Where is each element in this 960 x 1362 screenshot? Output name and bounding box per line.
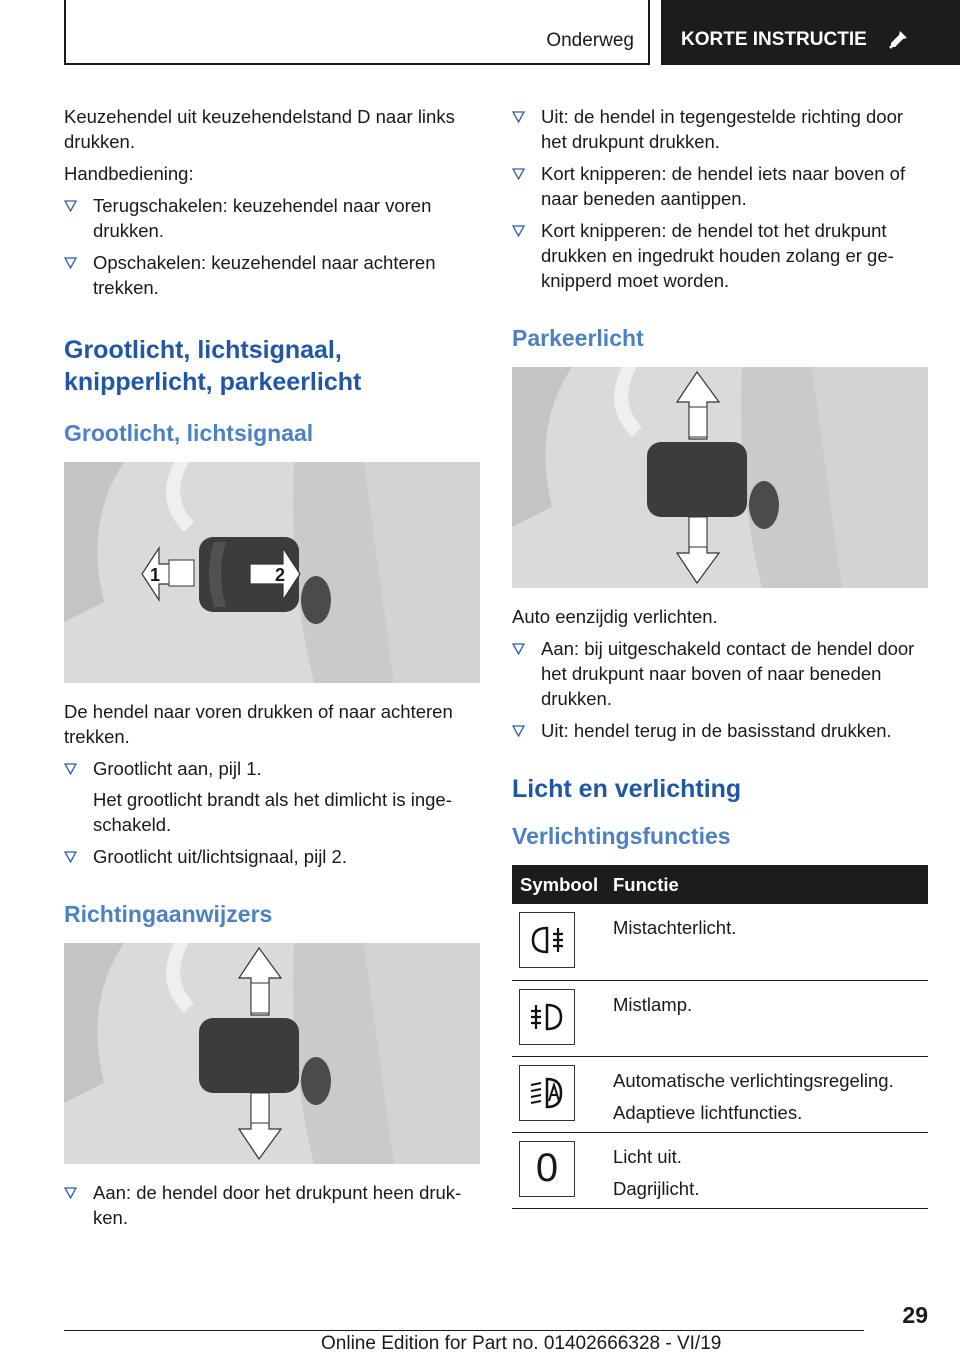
parking-light-heading: Parkeerlicht [512,325,644,351]
bullet-triangle-icon [512,225,525,237]
turn-signal-heading: Richtingaanwijzers [64,901,273,927]
function-text: Dagrijlicht. [613,1177,700,1199]
right-column [512,104,928,1209]
bullet-triangle-icon [512,643,525,655]
bullet-triangle-icon [64,1187,77,1199]
list-item-text: Uit: hendel terug in de basisstand drukken. [541,720,892,741]
main-heading: Grootlicht, lichtsignaal, knipperlicht, parkeerlicht [64,336,362,396]
chapter-tab[interactable] [661,0,960,65]
section-title: Onderweg [546,30,634,51]
list-item-text: Grootlicht uit/lichtsignaal, pijl 2. [93,846,347,867]
auto-lighting-icon [525,1073,569,1113]
list-item-text: Kort knipperen: de hendel tot het drukpunt drukken en ingedrukt houden zolang er ge-knipperd moet worden. [541,220,894,291]
table-row [512,980,928,1056]
list-item-subtext: Het grootlicht brandt als het dimlicht is inge-schakeld. [93,789,452,835]
bullet-triangle-icon [64,763,77,775]
function-text: Automatische verlichtingsregeling. [613,1069,894,1091]
intro-text: Keuzehendel uit keuzehendelstand D naar links drukken. [64,106,455,152]
lighting-heading: Licht en verlichting [512,775,742,803]
list-item [512,636,928,711]
function-text: Mistachterlicht. [613,917,737,938]
quick-reference-icon [887,29,909,51]
page-number: 29 [902,1302,928,1328]
left-column [64,104,480,1237]
table-row [512,904,928,980]
bullet-triangle-icon [512,111,525,123]
list-item-text: Terugschakelen: keuzehendel naar voren drukken. [93,195,432,241]
high-beam-illustration [64,462,480,683]
bullet-triangle-icon [64,257,77,269]
list-item-text: Grootlicht aan, pijl 1. [93,758,262,779]
bullet-triangle-icon [64,200,77,212]
column-header-function: Functie [613,865,928,904]
list-item [64,1180,480,1230]
list-item-text: Aan: de hendel door het drukpunt heen druk-ken. [93,1182,462,1228]
footer-edition: Online Edition for Part no. 01402666328 - VI/19 [321,1333,722,1354]
high-beam-text: De hendel naar voren drukken of naar achteren trekken. [64,701,453,747]
manual-label: Handbediening: [64,163,194,184]
bullet-triangle-icon [512,168,525,180]
column-header-symbol: Symbool [512,865,613,904]
arrow-label-2: 2 [275,565,286,585]
lighting-functions-table [512,865,928,1209]
parking-light-illustration [512,367,928,588]
list-item [64,193,480,243]
list-item [512,161,928,211]
list-item [512,104,928,154]
list-item-text: Opschakelen: keuzehendel naar achteren trekken. [93,252,436,298]
fog-lamp-icon [525,997,569,1037]
bullet-triangle-icon [64,851,77,863]
list-item [64,844,480,869]
list-item [64,756,480,837]
footer-divider [64,1330,864,1331]
chapter-title: KORTE INSTRUCTIE [681,28,867,50]
table-row [512,1132,928,1208]
parking-light-text: Auto eenzijdig verlichten. [512,606,718,627]
function-text: Mistlamp. [613,993,693,1015]
function-text: Licht uit. [613,1145,682,1167]
list-item-text: Uit: de hendel in tegengestelde richting door het drukpunt drukken. [541,106,904,152]
high-beam-heading: Grootlicht, lichtsignaal [64,420,314,446]
lighting-functions-heading: Verlichtingsfuncties [512,823,731,849]
table-header-row [512,865,928,904]
function-text: Adaptieve lichtfuncties. [613,1101,803,1123]
list-item [64,250,480,300]
rear-fog-light-icon [525,920,569,960]
list-item [512,218,928,293]
list-item-text: Aan: bij uitgeschakeld contact de hendel door het drukpunt naar boven of naar beneden drukken. [541,638,915,709]
header-frame [64,0,650,65]
table-row [512,1056,928,1132]
arrow-label-1: 1 [150,565,161,585]
light-off-icon: 0 [535,1146,559,1190]
bullet-triangle-icon [512,725,525,737]
list-item-text: Kort knipperen: de hendel iets naar boven of naar beneden aantippen. [541,163,906,209]
turn-signal-illustration [64,943,480,1164]
list-item [512,718,928,743]
